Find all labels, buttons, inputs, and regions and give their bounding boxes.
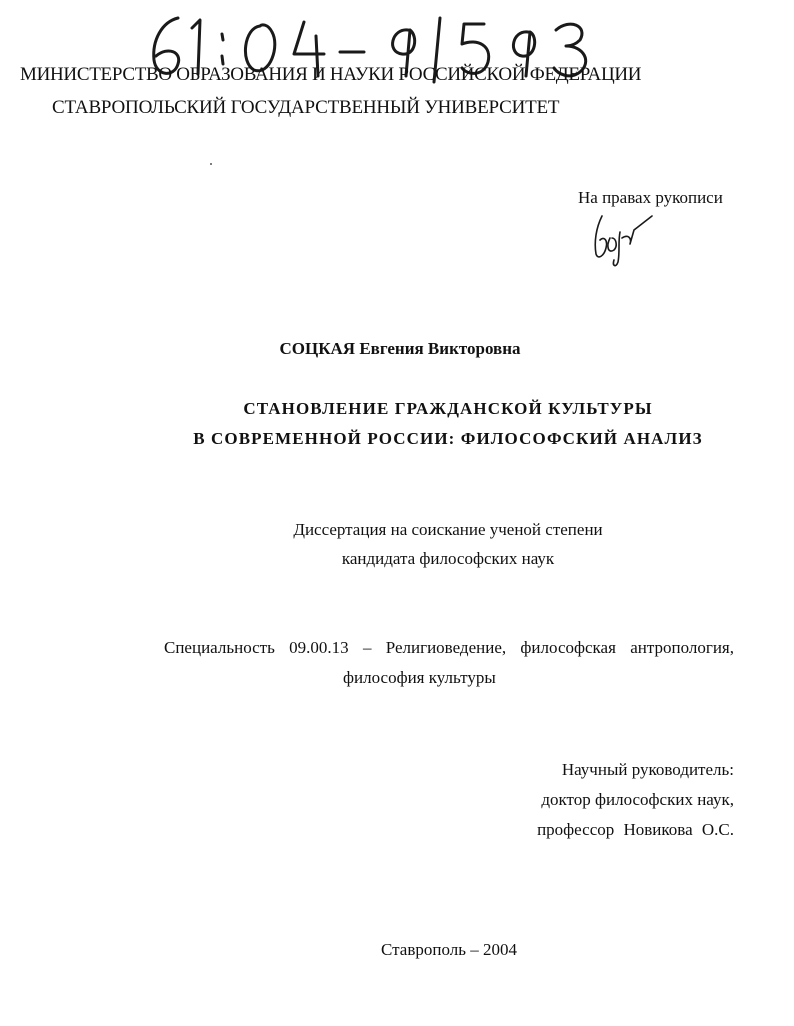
- author-name: СОЦКАЯ Евгения Викторовна: [279, 339, 521, 358]
- signature: [588, 208, 658, 268]
- dissertation-title-line-1: СТАНОВЛЕНИЕ ГРАЖДАНСКОЙ КУЛЬТУРЫ: [243, 399, 653, 418]
- supervisor-name: профессор Новикова О.С.: [537, 820, 734, 839]
- degree-line-1: Диссертация на соискание ученой степени: [293, 520, 603, 539]
- degree-line-2: кандидата философских наук: [341, 549, 555, 568]
- supervisor-label: Научный руководитель:: [561, 760, 734, 779]
- specialty-line-1: Специальность 09.00.13 – Религиоведение, философская антропология,: [164, 638, 734, 657]
- city-year: Ставрополь – 2004: [381, 940, 517, 959]
- university-heading: СТАВРОПОЛЬСКИЙ ГОСУДАРСТВЕННЫЙ УНИВЕРСИТЕТ: [52, 97, 560, 118]
- specialty-line-2: философия культуры: [343, 668, 496, 687]
- scan-speck: [210, 163, 212, 165]
- manuscript-rights-note: На правах рукописи: [578, 188, 723, 207]
- dissertation-title-line-2: В СОВРЕМЕННОЙ РОССИИ: ФИЛОСОФСКИЙ АНАЛИЗ: [193, 429, 703, 448]
- supervisor-degree: доктор философских наук,: [541, 790, 734, 809]
- ministry-heading: МИНИСТЕРСТВО ОБРАЗОВАНИЯ И НАУКИ РОССИЙСКОЙ ФЕДЕРАЦИИ: [20, 64, 642, 85]
